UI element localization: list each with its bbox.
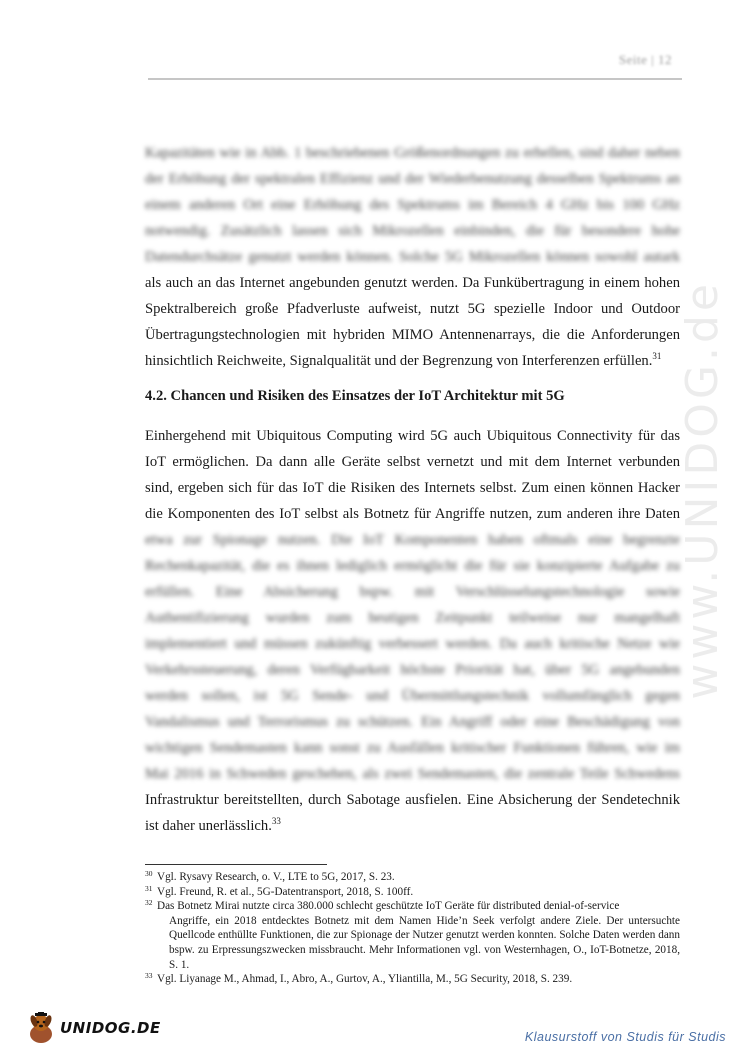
text-line: etwa zur Spionage nutzen. Die IoT Komponenten haben oftmals eine begrenzte <box>145 532 680 548</box>
text-line: erfüllen. Eine Absicherung bspw. mit Verschlüsselungstechnologie sowie <box>145 584 680 600</box>
text-line: IoT ermöglichen. Da dann alle Geräte selbst vernetzt und mit dem Internet verbunden <box>145 454 680 470</box>
watermark: www.UNIDOG.de <box>677 280 728 700</box>
footnotes <box>145 870 680 987</box>
footer-tagline: Klausurstoff von Studis für Studis <box>524 1030 726 1044</box>
footnote-ref-31: 31 <box>652 351 662 362</box>
footnote-number: 31 <box>145 883 153 893</box>
text-line: notwendig. Zusätzlich lassen sich Mikrozellen einbinden, die für besondere hohe <box>145 223 680 239</box>
footnote-text: Vgl. Rysavy Research, o. V., LTE to 5G, 2017, S. 23. <box>157 871 395 883</box>
footnote-30 <box>145 870 680 885</box>
text-line: Datendurchsätze genutzt werden können. Solche 5G Mikrozellen können sowohl autark <box>145 249 680 265</box>
header-divider <box>148 78 682 80</box>
footnote-number: 33 <box>145 971 153 981</box>
footnote-number: 32 <box>145 898 153 908</box>
footnote-33 <box>145 972 680 987</box>
text-line: der Erhöhung der spektralen Effizienz und der Wiederbenutzung desselben Spektrums an <box>145 171 680 187</box>
footnote-ref-33: 33 <box>271 816 281 827</box>
text-line: Mai 2016 in Schweden geschehen, als zwei Sendemasten, die zentrale Teile Schwedens <box>145 766 680 782</box>
text-line: sind, ergeben sich für das IoT die Risiken des Internets selbst. Zum einen können Hacker <box>145 480 680 496</box>
footnote-text: Vgl. Liyanage M., Ahmad, I., Abro, A., Gurtov, A., Yliantilla, M., 5G Security, 2018, S. 239. <box>157 973 573 986</box>
text-line: implementiert und müssen zukünftig verbessert werden. Da auch kritische Netze wie <box>145 636 680 652</box>
text-line: Rechenkapazität, die es ihnen lediglich ermöglicht die für sie konzipierte Aufgabe zu <box>145 558 680 574</box>
text-line: werden sollen, ist 5G Sende- und Übermittlungstechnik vollumfänglich gegen <box>145 688 680 704</box>
text-line: Vandalismus und Terrorismus zu schützen. Ein Angriff oder eine Beschädigung von <box>145 714 680 730</box>
text-line: die Komponenten des IoT selbst als Botnetz für Angriffe nutzen, zum anderen ihre Daten <box>145 506 680 522</box>
footnote-text: Das Botnetz Mirai nutzte circa 380.000 schlecht geschützte IoT Geräte für distributed denial-of-service <box>157 900 620 913</box>
text-line: Verkehrssteuerung, deren Verfügbarkeit höchste Priorität hat, über 5G angebunden <box>145 662 680 678</box>
text-line: als auch an das Internet angebunden genutzt werden. Da Funkübertragung in einem hohen <box>145 275 680 291</box>
text-line: Übertragungstechnologien mit hybriden MIMO Antennenarrays, die die Anforderungen <box>145 327 680 343</box>
footnote-32 <box>145 899 680 972</box>
paragraph-2 <box>145 423 680 839</box>
page-number: Seite | 12 <box>618 52 672 67</box>
paragraph-1 <box>145 140 680 374</box>
logo-text: UNIDOG.DE <box>60 1019 161 1037</box>
text-line: Authentifizierung wurden zum heutigen Zeitpunkt teilweise nur mangelhaft <box>145 610 680 626</box>
dog-mascot-icon <box>26 1012 56 1044</box>
text-line: einem anderen Ort eine Erhöhung des Spektrums im Bereich 4 GHz bis 100 GHz <box>145 197 680 213</box>
footnote-31 <box>145 885 680 900</box>
text-line: Spektralbereich große Pfadverluste aufweist, nutzt 5G spezielle Indoor und Outdoor <box>145 301 680 317</box>
footnote-text: Vgl. Freund, R. et al., 5G-Datentransport, 2018, S. 100ff. <box>157 885 414 898</box>
text-line: ist daher unerlässlich.$^{33}$ <box>145 816 281 834</box>
unidog-logo[interactable] <box>26 1012 161 1044</box>
section-heading: 4.2. Chancen und Risiken des Einsatzes der IoT Architektur mit 5G <box>145 388 565 404</box>
text-line: Kapazitäten wie in Abb. 1 beschriebenen Größenordnungen zu erhellen, sind daher neben <box>145 145 680 161</box>
footnote-text-continued: Angriffe, ein 2018 entdecktes Botnetz mit dem Namen Hide’n Seek verfolgt andere Ziele. Der untersuchte Quellcode enthüllte Funktionen, die zur Spionage der Nutzer genutzt werden konnten. Solche Daten werden dann bspw. zu Erpressungszwecken missbraucht. Mehr Informationen vgl. von Westernhagen, O., IoT-Botnetze, 2018, S. 1. <box>169 914 680 971</box>
text-line: wichtigen Sendemasten kann sonst zu Ausfällen kritischer Funktionen führen, wie im <box>145 740 680 756</box>
footnote-number: 30 <box>145 869 153 878</box>
text-line: Einhergehend mit Ubiquitous Computing wird 5G auch Ubiquitous Connectivity für das <box>145 428 680 444</box>
text-line: hinsichtlich Reichweite, Signalqualität und der Begrenzung von Interferenzen erfüllen.$^{31}$ <box>145 351 662 369</box>
footnote-divider <box>145 864 327 865</box>
text-line: Infrastruktur bereitstellten, durch Sabotage ausfielen. Eine Absicherung der Sendetechnik <box>145 792 680 808</box>
